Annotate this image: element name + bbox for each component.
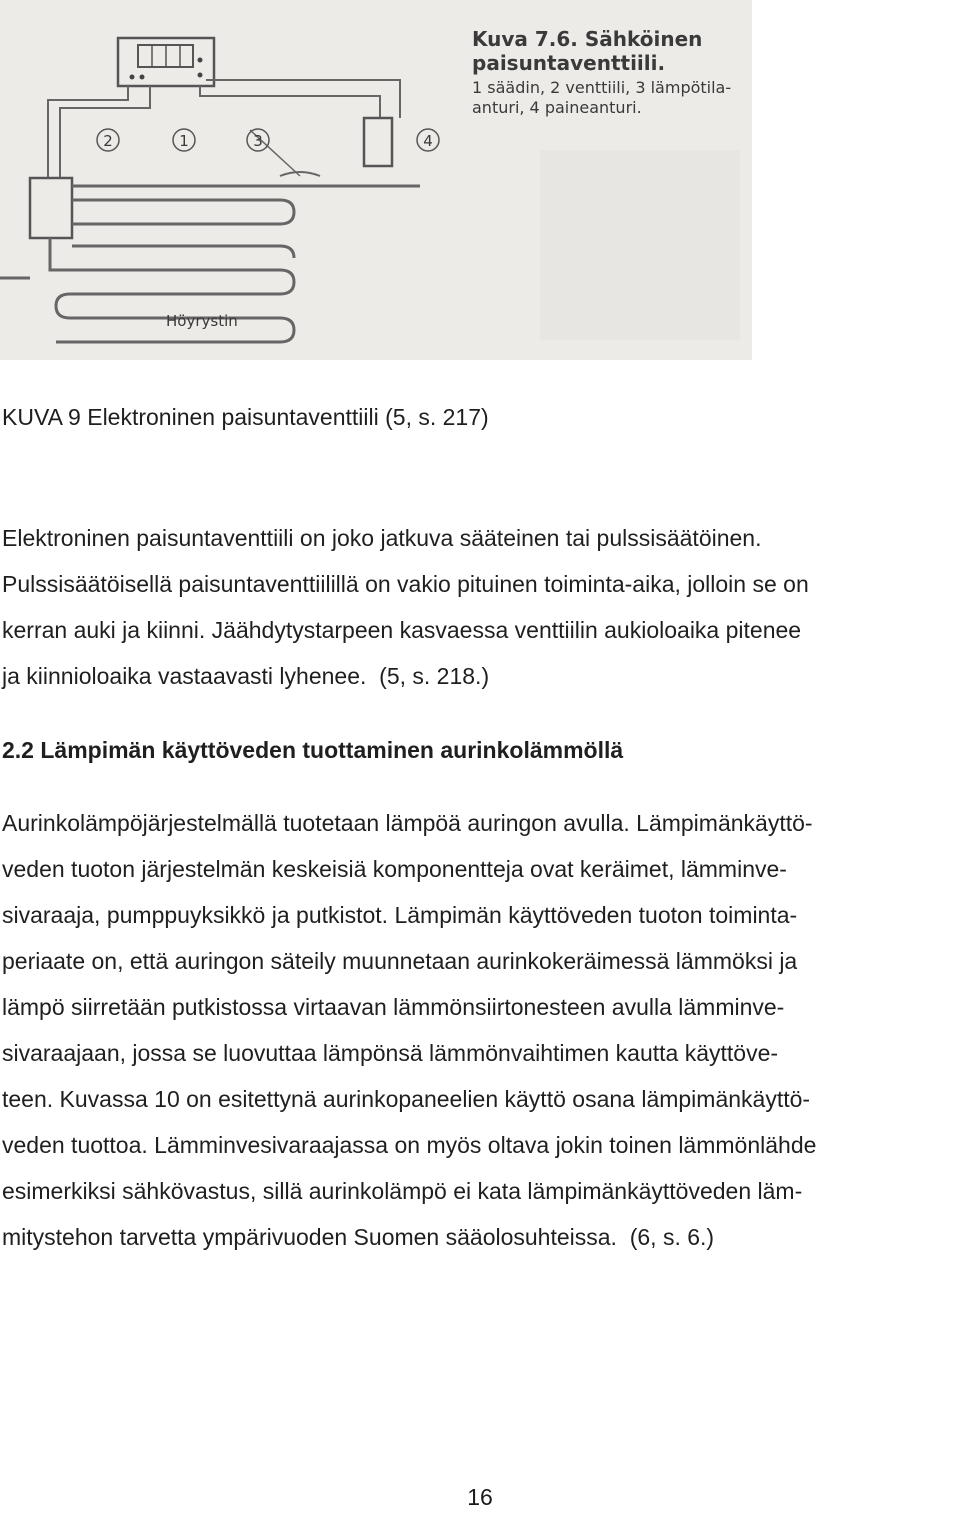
paragraph-line: sivaraaja, pumppuyksikkö ja putkistot. Lämpimän käyttöveden tuoton toiminta- [2, 902, 798, 928]
figure-scan [0, 0, 752, 360]
section-heading: 2.2 Lämpimän käyttöveden tuottaminen aurinkolämmöllä [2, 737, 624, 763]
paragraph-line: teen. Kuvassa 10 on esitettynä aurinkopaneelien käyttö osana lämpimänkäyttö- [2, 1086, 811, 1112]
svg-text:4: 4 [423, 132, 433, 150]
marker-1 [173, 129, 195, 151]
marker-4 [417, 129, 439, 151]
expansion-valve-diagram [0, 0, 752, 360]
page-number: 16 [467, 1484, 493, 1510]
scan-caption-2: anturi, 4 paineanturi. [472, 98, 642, 117]
svg-text:1: 1 [179, 132, 189, 150]
evaporator-label: Höyrystin [166, 312, 238, 330]
scan-caption-1: 1 säädin, 2 venttiili, 3 lämpötila- [472, 78, 732, 97]
paragraph-line: sivaraajaan, jossa se luovuttaa lämpönsä lämmönvaihtimen kautta käyttöve- [2, 1040, 779, 1066]
paragraph-2 [2, 800, 958, 1260]
figure-caption: KUVA 9 Elektroninen paisuntaventtiili (5, s. 217) [2, 404, 489, 430]
paragraph-line: ja kiinnioloaika vastaavasti lyhenee. (5, s. 218.) [2, 663, 490, 689]
paragraph-1 [2, 515, 958, 699]
paragraph-line: mitystehon tarvetta ympärivuoden Suomen sääolosuhteissa. (6, s. 6.) [2, 1224, 715, 1250]
paragraph-line: veden tuoton järjestelmän keskeisiä komponentteja ovat keräimet, lämminve- [2, 856, 787, 882]
valve-body [30, 178, 72, 238]
paragraph-line: esimerkiksi sähkövastus, sillä aurinkolämpö ei kata lämpimänkäyttöveden läm- [2, 1178, 803, 1204]
paragraph-line: Elektroninen paisuntaventtiili on joko jatkuva sääteinen tai pulssisäätöinen. [2, 525, 762, 551]
marker-2 [97, 129, 119, 151]
scan-title-2: paisuntaventtiili. [472, 51, 666, 75]
paragraph-line: Aurinkolämpöjärjestelmällä tuotetaan lämpöä auringon avulla. Lämpimänkäyttö- [2, 810, 813, 836]
svg-text:3: 3 [253, 132, 263, 150]
paragraph-line: periaate on, että auringon säteily muunnetaan aurinkokeräimessä lämmöksi ja [2, 948, 798, 974]
paragraph-line: kerran auki ja kiinni. Jäähdytystarpeen kasvaessa venttiilin aukioloaika pitenee [2, 617, 802, 643]
scan-title: Kuva 7.6. Sähköinen [472, 27, 703, 51]
paragraph-line: veden tuottoa. Lämminvesivaraajassa on myös oltava jokin toinen lämmönlähde [2, 1132, 817, 1158]
paragraph-line: Pulssisäätöisellä paisuntaventtiilillä on vakio pituinen toiminta-aika, jolloin se on [2, 571, 809, 597]
pressure-sensor [364, 118, 392, 166]
marker-3 [247, 129, 269, 151]
paragraph-line: lämpö siirretään putkistossa virtaavan lämmönsiirtonesteen avulla lämminve- [2, 994, 785, 1020]
svg-text:2: 2 [103, 132, 113, 150]
